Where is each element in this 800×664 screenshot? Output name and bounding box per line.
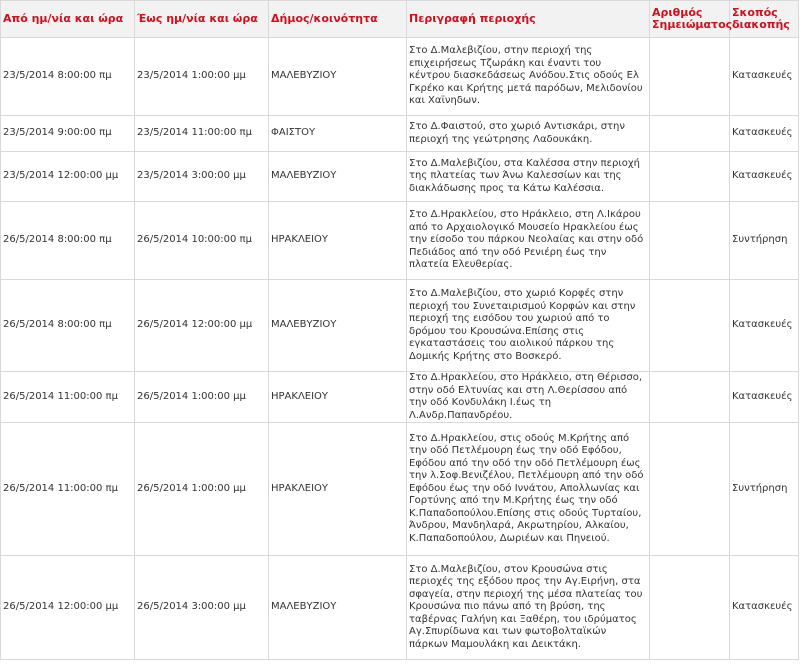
header-to-label: Έως ημ/νία και ώρα (137, 12, 258, 25)
table-header-row (1, 1, 799, 38)
cell-description: Στο Δ.Μαλεβιζίου, στο χωριό Κορφές στην περιοχή του Συνεταιρισμού Κορφών και στην περιοχή της εισόδου του χωριού από το δρόμου του Κρουσώνα.Επίσης στις εγκαταστάσεις του αιολικού πάρκου της Δομικής Κρήτης στο Βοσκερό. (407, 280, 650, 372)
header-from (1, 1, 135, 38)
cell-from: 26/5/2014 12:00:00 μμ (1, 556, 135, 660)
header-from-label: Από ημ/νία και ώρα (3, 12, 124, 25)
cell-description: Στο Δ.Ηρακλείου, στο Ηράκλειο, στη Λ.Ικάρου από το Αρχαιολογικό Μουσείο Ηρακλείου έως την είσοδο του πάρκου Νεολαίας και στην οδό Πεδιάδος από την οδό Ρενιέρη έως την πλατεία Ελευθερίας. (407, 202, 650, 280)
cell-meter (650, 202, 730, 280)
header-description-label: Περιγραφή περιοχής (409, 12, 536, 25)
header-municipality-label: Δήμος/κοινότητα (271, 12, 378, 25)
cell-description: Στο Δ.Ηρακλείου, στο Ηράκλειο, στη Θέρισσο, στην οδό Ελτυνίας και στη Λ.Θερίσσου από την οδό Κονδυλάκη Ι.έως τη Λ.Ανδρ.Παπανδρέου. (407, 372, 650, 423)
cell-meter (650, 116, 730, 152)
cell-municipality: ΜΑΛΕΒΥΖΙΟΥ (269, 280, 407, 372)
cell-to: 26/5/2014 12:00:00 μμ (135, 280, 269, 372)
cell-description: Στο Δ.Μαλεβιζίου, στην περιοχή της επιχειρήσεως Τζωράκη και έναντι του κέντρου διασκεδάσεως Ανόδου.Στις οδούς Ελ Γκρέκο και Κρήτης μετά παρόδων, Μελιδονίου και Χαϊνηδων. (407, 38, 650, 116)
cell-municipality: ΜΑΛΕΒΥΖΙΟΥ (269, 556, 407, 660)
cell-purpose: Συντήρηση (730, 423, 799, 556)
cell-municipality: ΗΡΑΚΛΕΙΟΥ (269, 423, 407, 556)
cell-from: 23/5/2014 8:00:00 πμ (1, 38, 135, 116)
cell-purpose: Κατασκευές (730, 280, 799, 372)
cell-municipality: ΗΡΑΚΛΕΙΟΥ (269, 202, 407, 280)
table-row (1, 202, 799, 280)
cell-meter (650, 556, 730, 660)
header-municipality (269, 1, 407, 38)
table-row (1, 38, 799, 116)
header-purpose-label: Σκοπός διακοπής (732, 6, 790, 31)
cell-to: 26/5/2014 1:00:00 μμ (135, 423, 269, 556)
header-purpose (730, 1, 799, 38)
cell-municipality: ΦΑΙΣΤΟΥ (269, 116, 407, 152)
header-description (407, 1, 650, 38)
cell-purpose: Συντήρηση (730, 202, 799, 280)
cell-from: 26/5/2014 11:00:00 πμ (1, 372, 135, 423)
cell-from: 23/5/2014 12:00:00 μμ (1, 152, 135, 202)
header-meter (650, 1, 733, 38)
cell-to: 26/5/2014 10:00:00 πμ (135, 202, 269, 280)
table-row (1, 280, 799, 372)
cell-to: 23/5/2014 11:00:00 πμ (135, 116, 269, 152)
cell-meter (650, 152, 730, 202)
cell-municipality: ΜΑΛΕΒΥΖΙΟΥ (269, 152, 407, 202)
cell-purpose: Κατασκευές (730, 152, 799, 202)
table-row (1, 116, 799, 152)
cell-meter (650, 423, 730, 556)
cell-from: 26/5/2014 8:00:00 πμ (1, 202, 135, 280)
cell-to: 23/5/2014 3:00:00 μμ (135, 152, 269, 202)
cell-to: 26/5/2014 1:00:00 μμ (135, 372, 269, 423)
cell-from: 26/5/2014 8:00:00 πμ (1, 280, 135, 372)
cell-from: 26/5/2014 11:00:00 πμ (1, 423, 135, 556)
cell-purpose: Κατασκευές (730, 116, 799, 152)
cell-municipality: ΜΑΛΕΒΥΖΙΟΥ (269, 38, 407, 116)
cell-meter (650, 38, 730, 116)
cell-description: Στο Δ.Μαλεβιζίου, στα Καλέσσα στην περιοχή της πλατείας των Άνω Καλεσσίων και της διακλάδωσης προς τα Κάτω Καλέσσια. (407, 152, 650, 202)
cell-description: Στο Δ.Ηρακλείου, στις οδούς Μ.Κρήτης από την οδό Πετλέμουρη έως την οδό Εφόδου, Εφόδου από την οδό την οδό Πετλέμουρη έως την λ.Σοφ.Βενιζέλου, Πετλέμουρη από την οδό Εφόδου έως την οδό Ιννάτου, Απολλωνίας και Γορτύνης από την Μ.Κρήτης έως την οδό Κ.Παπαδοπούλου.Επίσης στις οδούς Τυρταίου, Άνδρου, Μανδηλαρά, Ακρωτηρίου, Αλκαίου, Κ.Παπαδοπούλου, Δωριέων και Πηνειού. (407, 423, 650, 556)
table-row (1, 423, 799, 556)
cell-from: 23/5/2014 9:00:00 πμ (1, 116, 135, 152)
cell-meter (650, 280, 730, 372)
cell-municipality: ΗΡΑΚΛΕΙΟΥ (269, 372, 407, 423)
cell-purpose: Κατασκευές (730, 372, 799, 423)
cell-purpose: Κατασκευές (730, 38, 799, 116)
cell-purpose: Κατασκευές (730, 556, 799, 660)
cell-to: 26/5/2014 3:00:00 μμ (135, 556, 269, 660)
cell-description: Στο Δ.Φαιστού, στο χωριό Αντισκάρι, στην περιοχή της γεώτρησης Λαδουκάκη. (407, 116, 650, 152)
table-row (1, 372, 799, 423)
cell-description: Στο Δ.Μαλεβιζίου, στον Κρουσώνα στις περιοχές της εξόδου προς την Αγ.Ειρήνη, στα σφαγεία, στην περιοχή της μέσα πλατείας του Κρουσώνα πιο πάνω από τη βρύση, της ταβέρνας Γαλήνη και Ξαθέρη, του ιδρύματος Αγ.Σπυρίδωνα και των φωτοβολταϊκών πάρκων Μαμουλάκη και Δεικτάκη. (407, 556, 650, 660)
header-to (135, 1, 269, 38)
table-row (1, 556, 799, 660)
header-meter-label: Αριθμός Σημειώματος (652, 6, 733, 31)
cell-meter (650, 372, 730, 423)
table-row (1, 152, 799, 202)
cell-to: 23/5/2014 1:00:00 μμ (135, 38, 269, 116)
